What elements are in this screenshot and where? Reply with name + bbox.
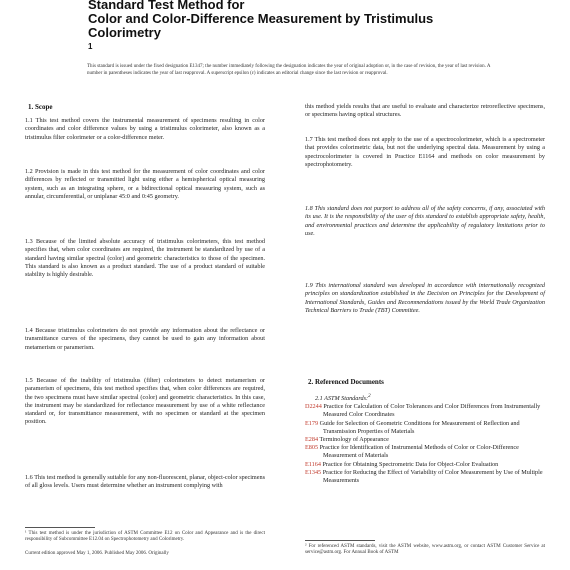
right-footnote: ² For referenced ASTM standards, visit the ASTM website, www.astm.org, or contact ASTM Customer Service at service@astm.org. For Annual Book of ASTM <box>305 544 545 556</box>
left-footnote-2: Current edition approved May 1, 2006. Published May 2006. Originally <box>25 551 169 556</box>
right-footnote-rule <box>305 540 375 541</box>
para-1-9: 1.9 This international standard was developed in accordance with internationally recognized principles on standardization established in the Decision on Principles for the Development of International Standards, Guides and Recommendations issued by the World Trade Organization Technical Barriers to Trade (TBT) Committee. <box>305 282 545 314</box>
reference-item[interactable] <box>305 461 545 469</box>
para-1-8: 1.8 This standard does not purport to address all of the safety concerns, if any, associated with its use. It is the responsibility of the user of this standard to establish appropriate safety, health, and environmental practices and determine the applicability of regulatory limitations prior to use. <box>305 205 545 237</box>
refs-intro <box>305 393 545 403</box>
reference-item[interactable] <box>305 436 545 444</box>
ref-code-link[interactable]: E1164 <box>305 460 321 468</box>
reference-item[interactable] <box>305 420 545 436</box>
para-1-2: 1.2 Provision is made in this test method for the measurement of color coordinates and color differences by reflected or transmitted light using either a hemispherical optical measuring system, such as an integrating sphere, or a bidirectional optical measuring system, such as annular, circumferential, or uniplanar 45:0 and 0:45 geometry. <box>25 168 265 200</box>
document-title <box>88 0 528 54</box>
left-footnote-rule <box>25 527 95 528</box>
para-1-1: 1.1 This test method covers the instrumental measurement of specimens resulting in color coordinates and color difference values by using a tristimulus colorimeter, also known as a tristimulus filter colorimeter or a color-difference meter. <box>25 117 265 141</box>
title-line-2: Color and Color-Difference Measurement by Tristimulus <box>88 11 434 26</box>
title-line-1: Standard Test Method for <box>88 0 245 12</box>
refs-intro-text: 2.1 ASTM Standards: <box>315 395 369 403</box>
left-footnote-1: ¹ This test method is under the jurisdiction of ASTM Committee E12 on Color and Appearance and is the direct responsibility of Subcommittee E12.04 on Spectrophotometry and Colorimetry. <box>25 531 265 543</box>
ref-title: Practice for Identification of Instrumental Methods of Color or Color-Difference Measurement of Materials <box>319 444 519 460</box>
para-1-6-cont: this method yields results that are useful to evaluate and characterize retroreflective specimens, or specimens having optical structures. <box>305 103 545 119</box>
reference-list <box>305 393 545 485</box>
title-line-3 <box>88 26 528 54</box>
scope-heading: 1. Scope <box>28 103 53 111</box>
para-1-4: 1.4 Because tristimulus colorimeters do not provide any information about the reflectance or transmittance curves of the specimens, they cannot be used to gain any information about metamerism or paramerism. <box>25 327 265 351</box>
referenced-docs-heading: 2. Referenced Documents <box>308 378 384 386</box>
title-footnote-marker: 1 <box>88 42 93 51</box>
ref-title: Practice for Calculation of Color Tolerances and Color Differences from Instrumentally Measured Color Coordinates <box>323 403 541 419</box>
ref-code-link[interactable]: E179 <box>305 419 319 427</box>
para-1-3: 1.3 Because of the limited absolute accuracy of tristimulus colorimeters, this test method specifies that, when color coordinates are required, the instrument be standardized by use of a standard having similar spectral (color) and geometric characteristics to those of the specimen. This standard is also known as a product standard. The use of a product standard of suitable stability is highly desirable. <box>25 238 265 279</box>
ref-code-link[interactable]: E1345 <box>305 468 322 476</box>
title-line-3-text: Colorimetry <box>88 25 161 40</box>
ref-title: Guide for Selection of Geometric Conditions for Measurement of Reflection and Transmission Properties of Materials <box>319 419 520 435</box>
ref-title: Practice for Reducing the Effect of Variability of Color Measurement by Use of Multiple Measurements <box>322 468 543 485</box>
reference-item[interactable] <box>305 444 545 460</box>
ref-title: Terminology of Appearance <box>319 436 389 444</box>
para-1-5: 1.5 Because of the inability of tristimulus (filter) colorimeters to detect metamerism or paramerism of specimens, this test method specifies that, when color differences are required, the two specimens must have similar spectral (color) and geometric characteristics. In this case, the instrument may be standardized for reflectance measurement by use of a white reflectance standard or, for transmittance measurement, with no specimen or standard at the specimen position. <box>25 377 265 426</box>
ref-code-link[interactable]: E805 <box>305 444 319 452</box>
reference-item[interactable] <box>305 469 545 485</box>
para-1-6: 1.6 This test method is generally suitable for any non-fluorescent, planar, object-color specimens of all gloss levels. Users must determine whether an instrument complying with <box>25 474 265 490</box>
ref-code-link[interactable]: D2244 <box>305 403 322 411</box>
ref-code-link[interactable]: E284 <box>305 436 319 444</box>
refs-intro-marker: 2 <box>368 394 371 399</box>
reference-item[interactable] <box>305 403 545 419</box>
para-1-7: 1.7 This test method does not apply to the use of a spectrocolorimeter, which is a spectrometer that provides colorimetric data, but not the underlying spectral data. Measurement by using a spectrocolorimeter is covered in Practice E1164 and methods on color measurement by spectrophotometry. <box>305 136 545 168</box>
ref-title: Practice for Obtaining Spectrometric Data for Object-Color Evaluation <box>322 460 499 468</box>
designation-note: This standard is issued under the fixed designation E1347; the number immediately following the designation indicates the year of original adoption or, in the case of revision, the year of last revision. A number in parentheses indicates the year of last reapproval. A superscript epsilon (ε) indicates an editorial change since the last revision or reapproval. <box>87 64 491 76</box>
